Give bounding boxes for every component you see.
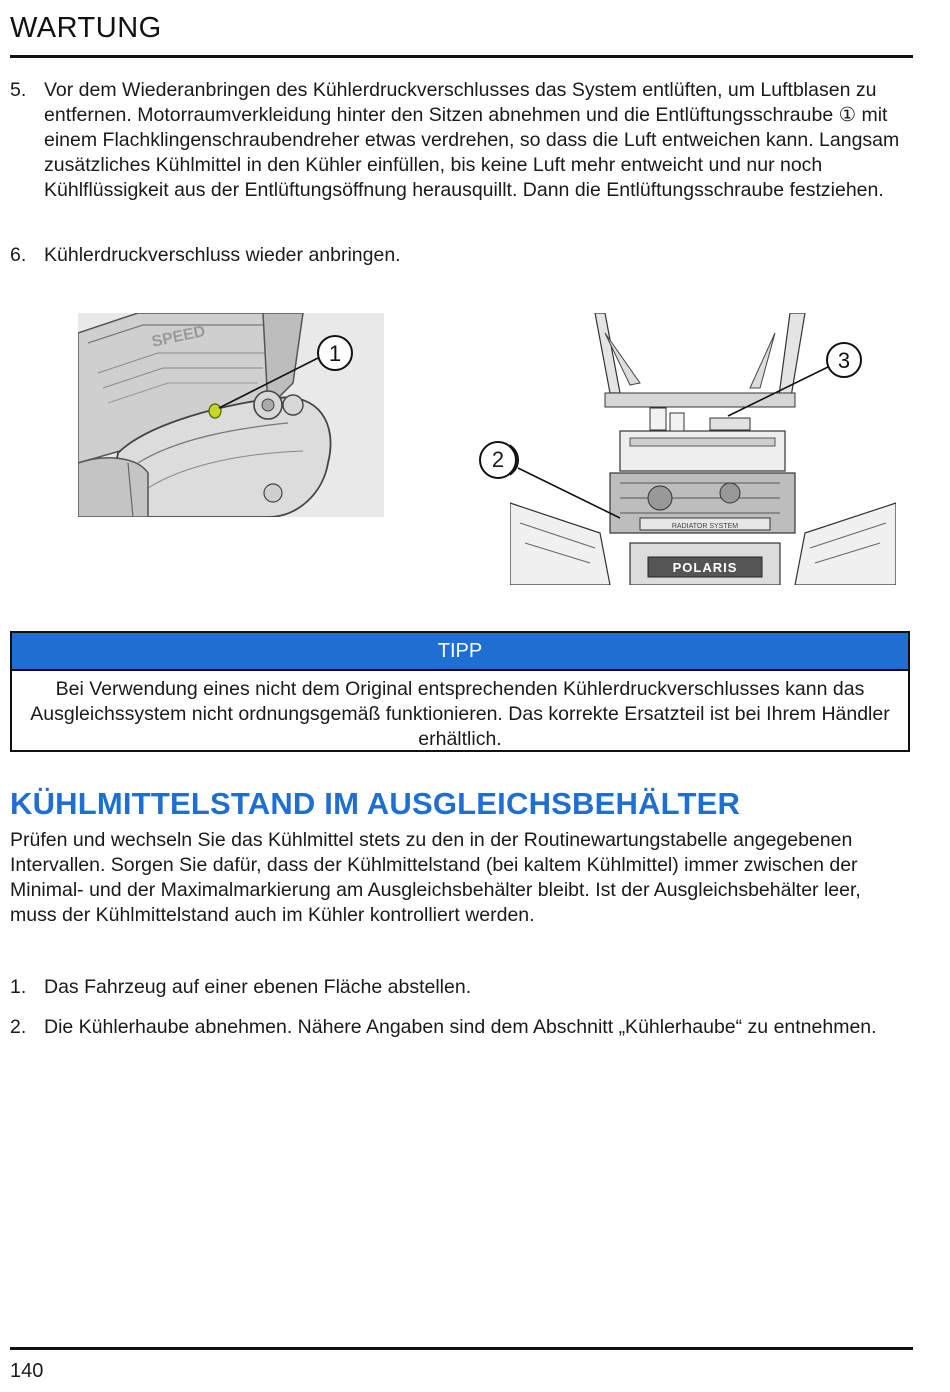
page-header-title: WARTUNG bbox=[10, 12, 162, 44]
step-text: Vor dem Wiederanbringen des Kühlerdruckverschlusses das System entlüften, um Luftblasen zu entfernen. Motorraumverkleidung hinter den Sitzen abnehmen und die Entlüftungsschraube ① mit einem Flachklingenschraubendreher etwas verdrehen, so dass die Luft entweichen kann. Langsam zusätzliches Kühlmittel in den Kühler einfüllen, bis keine Luft mehr entweicht und nur noch Kühlflüssigkeit aus der Entlüftungsöffnung herausquillt. Dann die Entlüftungsschraube festziehen. bbox=[44, 79, 900, 201]
step-text: Kühlerdruckverschluss wieder anbringen. bbox=[44, 244, 401, 266]
engine-cast-text: SPEED bbox=[150, 323, 207, 351]
step-number: 1. bbox=[10, 976, 27, 998]
callout-3: 3 bbox=[837, 348, 851, 373]
tip-body: Bei Verwendung eines nicht dem Original entsprechenden Kühlerdruckverschlusses kann das Ausgleichssystem nicht ordnungsgemäß funktionieren. Das korrekte Ersatzteil ist bei Ihrem Händler erhältlich. bbox=[30, 678, 890, 750]
engine-illustration bbox=[78, 313, 384, 517]
radiator-plate-label: RADIATOR SYSTEM bbox=[671, 523, 739, 530]
figure-bleed-screw bbox=[78, 313, 384, 517]
page-number: 140 bbox=[10, 1360, 44, 1382]
step-text: Das Fahrzeug auf einer ebenen Fläche abstellen. bbox=[44, 976, 472, 998]
header-rule bbox=[10, 55, 913, 58]
tip-heading: TIPP bbox=[12, 633, 908, 671]
step-5 bbox=[10, 78, 905, 203]
vehicle-rear-illustration bbox=[510, 313, 896, 585]
bleed-screw-marker bbox=[209, 404, 221, 418]
callout-2: 2 bbox=[479, 441, 517, 479]
callout-1: 1 bbox=[328, 341, 342, 366]
step-text: Die Kühlerhaube abnehmen. Nähere Angaben sind dem Abschnitt „Kühlerhaube“ zu entnehmen. bbox=[44, 1016, 877, 1038]
footer-rule bbox=[10, 1347, 913, 1350]
step-6 bbox=[10, 243, 905, 268]
section-paragraph: Prüfen und wechseln Sie das Kühlmittel stets zu den in der Routinewartungstabelle angegebenen Intervallen. Sorgen Sie dafür, dass der Kühlmittelstand (bei kaltem Kühlmittel) immer zwischen der Minimal- und der Maximalmarkierung am Ausgleichsbehälter bleibt. Ist der Ausgleichsbehälter leer, muss der Kühlmittelstand auch im Kühler kontrolliert werden. bbox=[10, 829, 861, 926]
step-1 bbox=[10, 975, 905, 1000]
step-number: 5. bbox=[10, 79, 27, 101]
tip-box bbox=[10, 631, 910, 752]
step-number: 6. bbox=[10, 244, 27, 266]
figure-rear-view bbox=[510, 313, 896, 585]
polaris-badge: POLARIS bbox=[672, 560, 738, 575]
section-heading: KÜHLMITTELSTAND IM AUSGLEICHSBEHÄLTER bbox=[10, 786, 741, 821]
step-number: 2. bbox=[10, 1016, 27, 1038]
step-2 bbox=[10, 1015, 905, 1040]
